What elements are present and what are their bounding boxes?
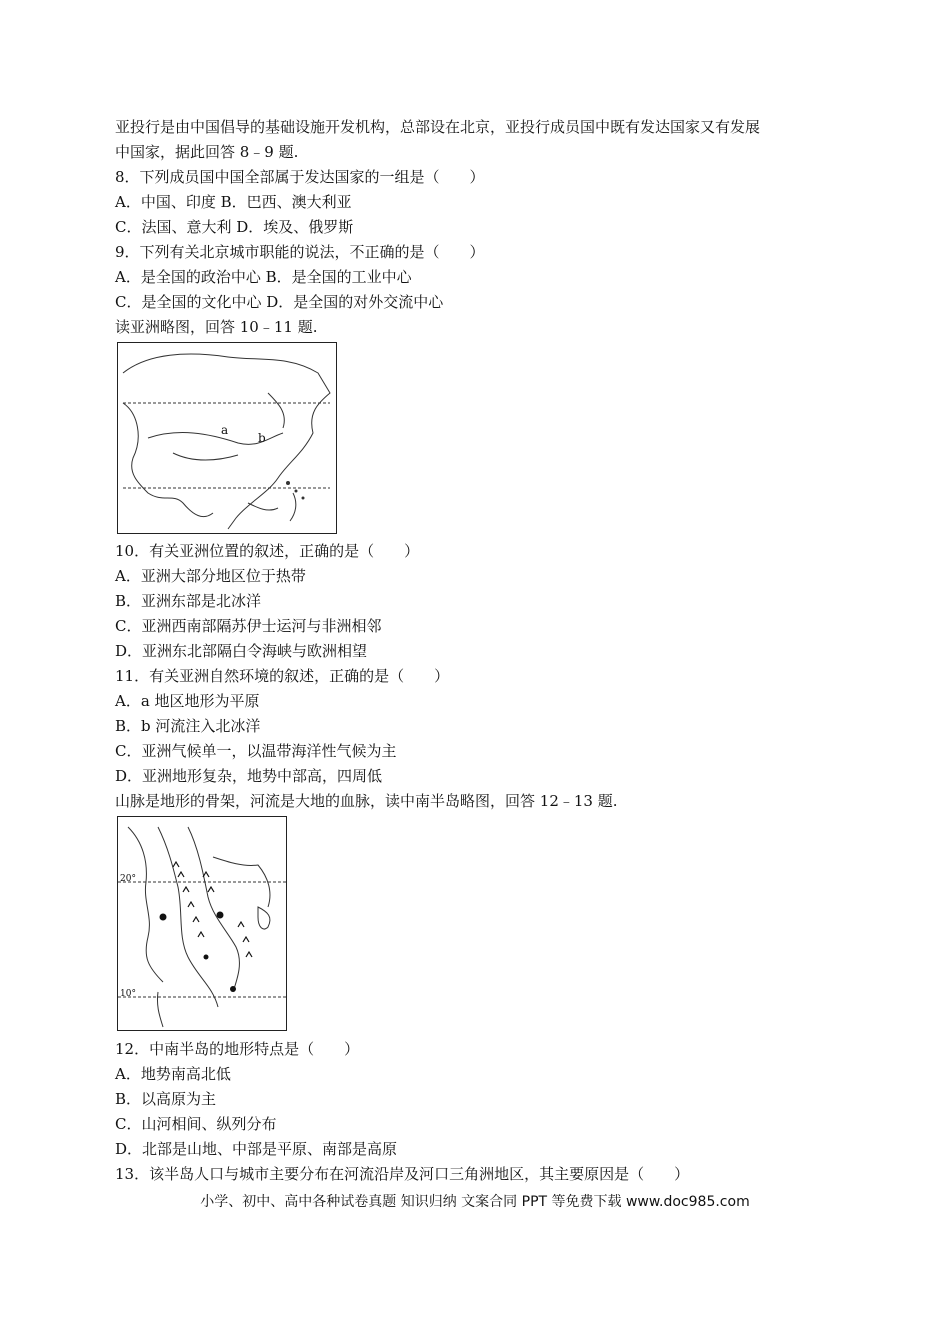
q11-option-d: D．亚洲地形复杂，地势中部高，四周低 — [115, 767, 383, 785]
page-footer: 小学、初中、高中各种试卷真题 知识归纳 文案合同 PPT 等免费下载 www.doc985.com — [200, 1194, 750, 1210]
q10-option-c: C．亚洲西南部隔苏伊士运河与非洲相邻 — [115, 617, 382, 635]
q12-option-c: C．山河相间、纵列分布 — [115, 1115, 277, 1133]
q12-option-d: D．北部是山地、中部是平原、南部是高原 — [115, 1140, 398, 1158]
q10-stem: 10．有关亚洲位置的叙述，正确的是（ ） — [115, 542, 420, 560]
intro-8-9-cont: 中国家，据此回答 8﹣9 题. — [115, 143, 299, 161]
q10-option-d: D．亚洲东北部隔白令海峡与欧洲相望 — [115, 642, 368, 660]
q13-stem: 13．该半岛人口与城市主要分布在河流沿岸及河口三角洲地区，其主要原因是（ ） — [115, 1165, 690, 1183]
indochina-map-lat-10: 10° — [120, 989, 136, 999]
indochina-map-lat-20: 20° — [120, 874, 136, 884]
intro-10-11: 读亚洲略图，回答 10﹣11 题. — [115, 318, 318, 336]
asia-map-label-b: b — [258, 431, 266, 445]
intro-8-9: 亚投行是由中国倡导的基础设施开发机构，总部设在北京，亚投行成员国中既有发达国家又有发展 — [115, 118, 761, 136]
q12-option-a: A．地势南高北低 — [115, 1065, 231, 1083]
q9-options-cd: C．是全国的文化中心 D．是全国的对外交流中心 — [115, 293, 444, 311]
q12-stem: 12．中南半岛的地形特点是（ ） — [115, 1040, 360, 1058]
q11-option-b: B．b 河流注入北冰洋 — [115, 717, 261, 735]
indochina-map — [117, 816, 287, 1031]
q10-option-a: A．亚洲大部分地区位于热带 — [115, 567, 306, 585]
q8-options-cd: C．法国、意大利 D．埃及、俄罗斯 — [115, 218, 354, 236]
q9-options-ab: A．是全国的政治中心 B．是全国的工业中心 — [115, 268, 412, 286]
q11-option-c: C．亚洲气候单一，以温带海洋性气候为主 — [115, 742, 397, 760]
q8-options-ab: A．中国、印度 B．巴西、澳大利亚 — [115, 193, 352, 211]
q11-stem: 11．有关亚洲自然环境的叙述，正确的是（ ） — [115, 667, 450, 685]
q8-stem: 8．下列成员国中国全部属于发达国家的一组是（ ） — [115, 168, 485, 186]
intro-12-13: 山脉是地形的骨架，河流是大地的血脉，读中南半岛略图，回答 12﹣13 题. — [115, 792, 618, 810]
q12-option-b: B．以高原为主 — [115, 1090, 217, 1108]
asia-map — [117, 342, 337, 534]
asia-map-label-a: a — [221, 423, 229, 437]
asia-map-drawing — [118, 343, 336, 533]
q11-option-a: A．a 地区地形为平原 — [115, 692, 260, 710]
q10-option-b: B．亚洲东部是北冰洋 — [115, 592, 262, 610]
indochina-map-drawing — [118, 817, 286, 1030]
q9-stem: 9．下列有关北京城市职能的说法，不正确的是（ ） — [115, 243, 485, 261]
